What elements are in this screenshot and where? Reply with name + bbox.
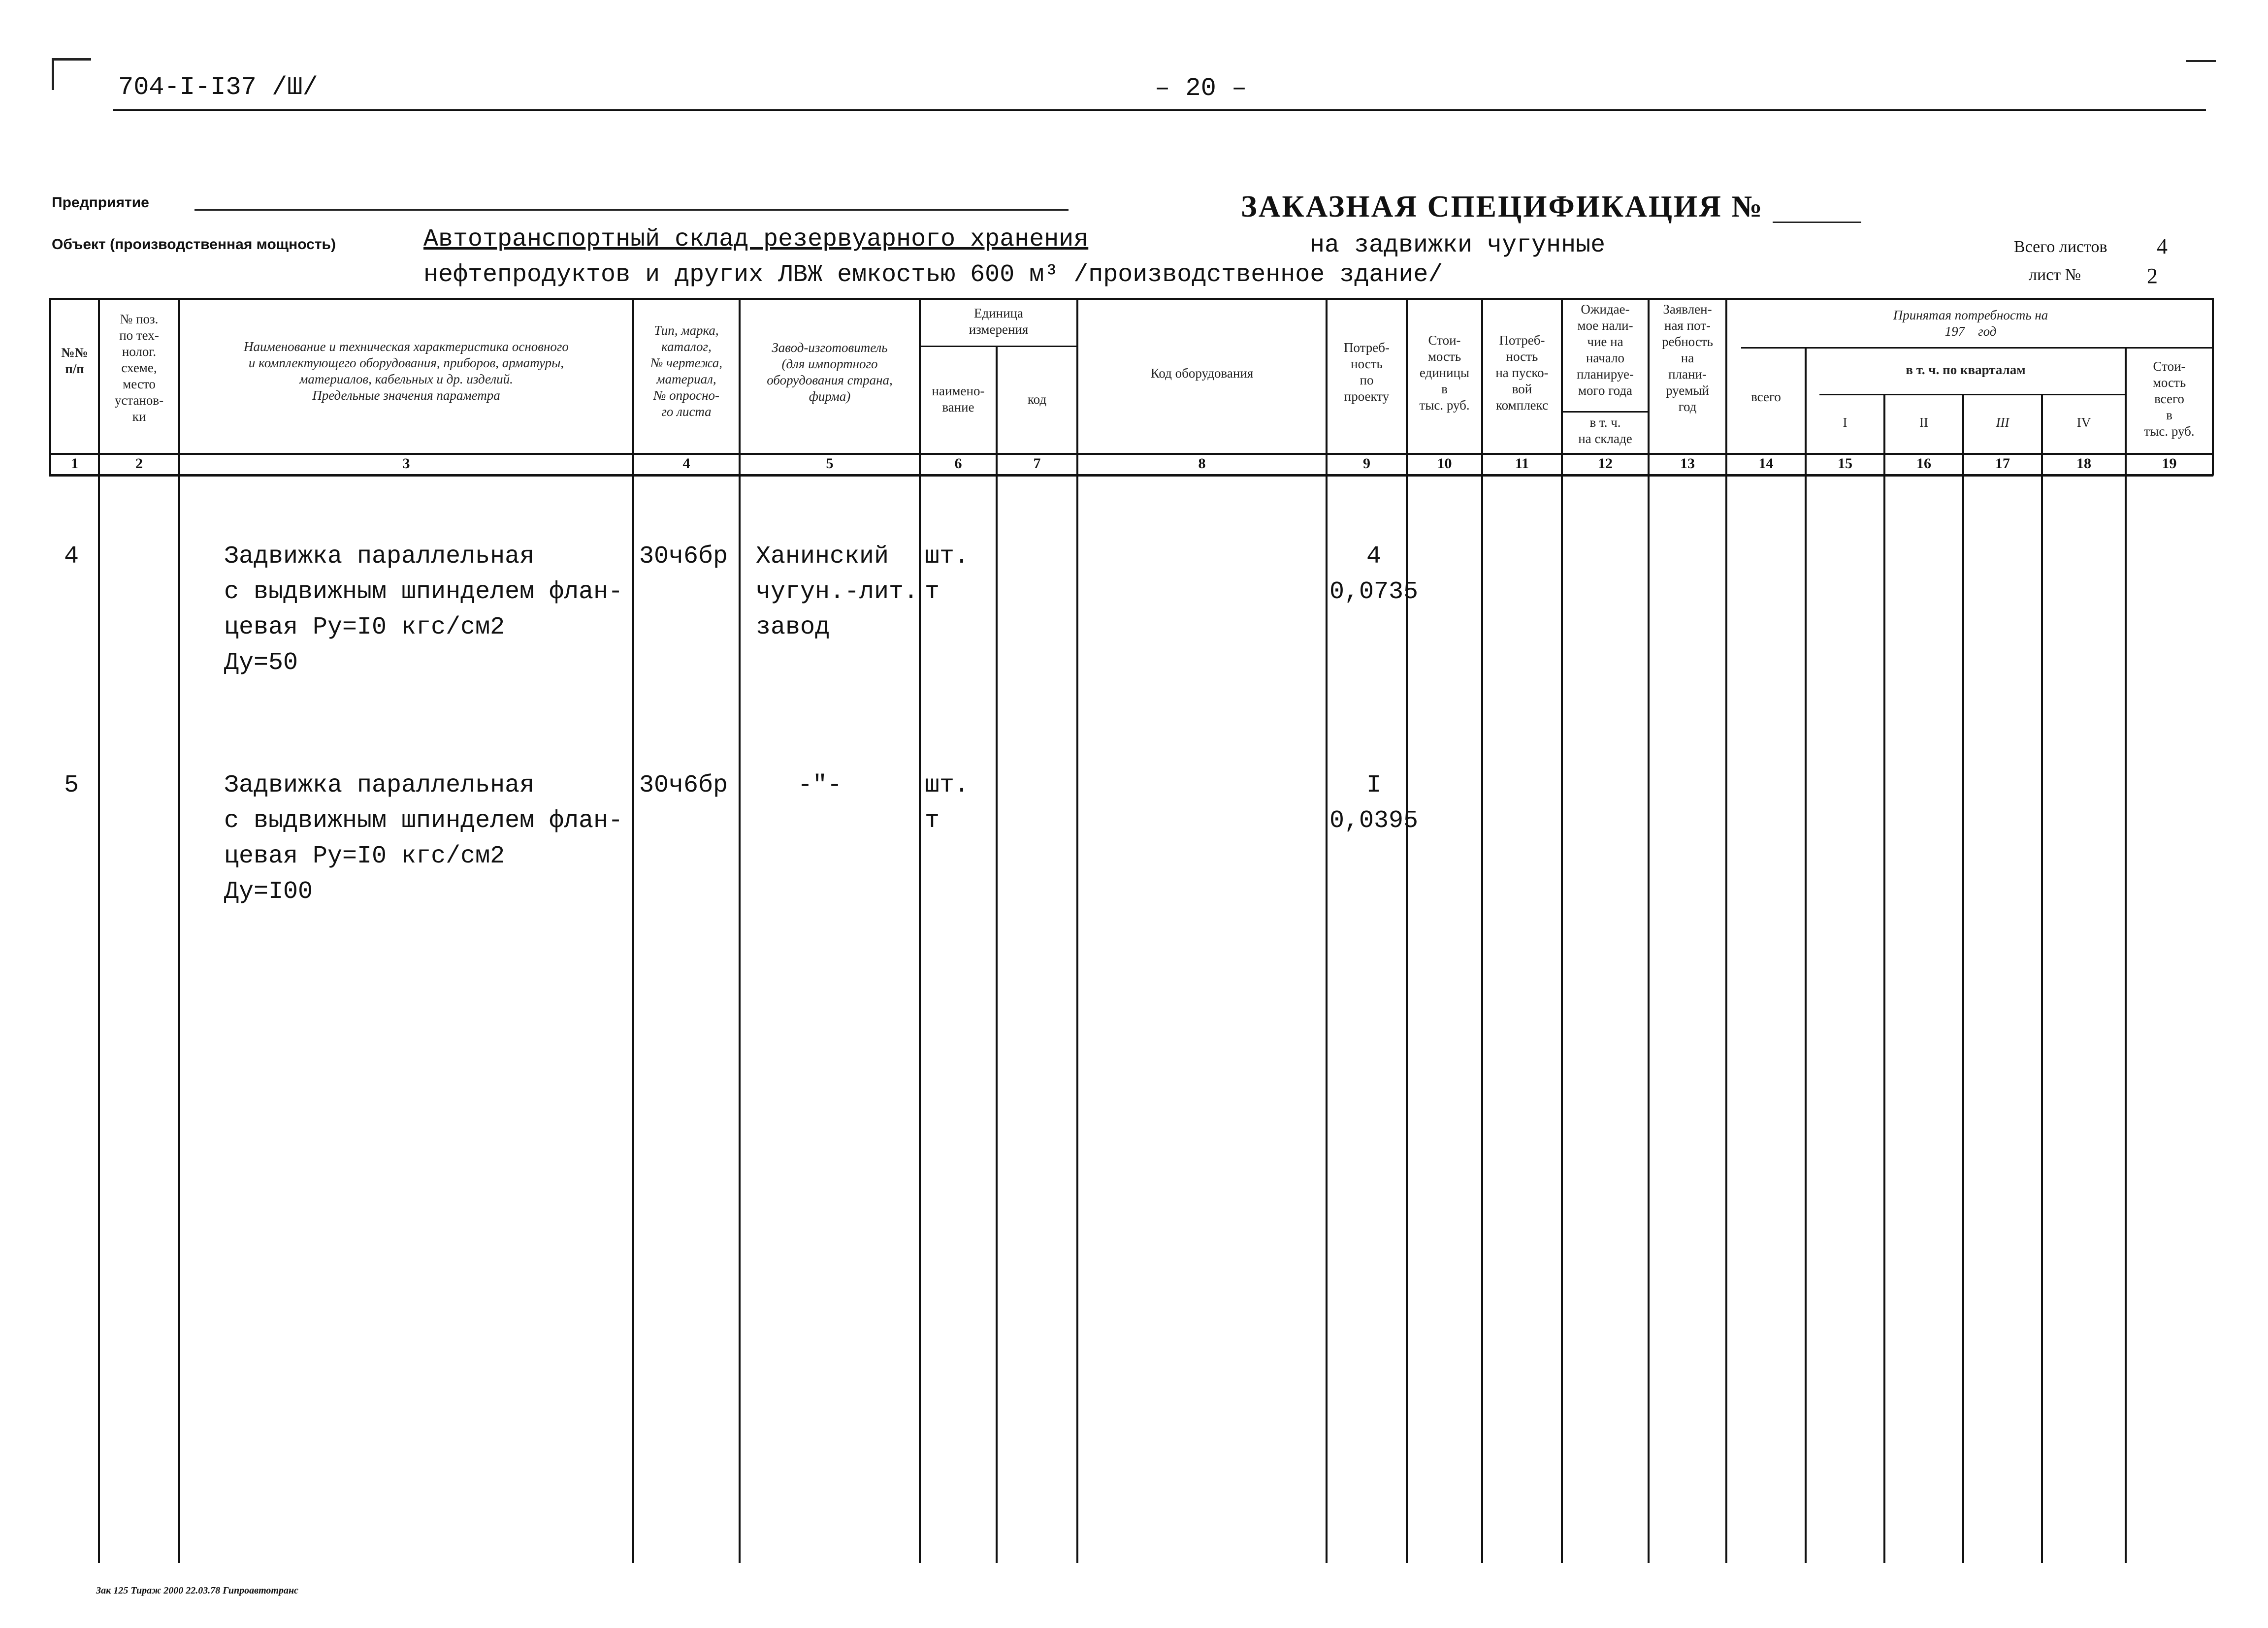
quarters-sub-rule [1819, 394, 2125, 395]
item-name: Задвижка параллельная с выдвижным шпинделем флан- цевая Ру=I0 кгс/см2 Ду=50 [224, 543, 623, 677]
header-units: Единица измерения [969, 306, 1029, 337]
colnum-9: 9 [1363, 455, 1370, 472]
header-equipment-code: Код оборудования [1150, 366, 1254, 381]
header-unit-cost: Стои- мость единицы в тыс. руб. [1419, 333, 1470, 413]
item-manufacturer: -"- [798, 771, 842, 799]
object-line-1: Автотранспортный склад резервуарного хранения [423, 225, 1089, 254]
print-note: Зак 125 Тираж 2000 22.03.78 Гипроавтотранс [96, 1585, 298, 1596]
colnum-7: 7 [1033, 455, 1041, 472]
col-line-5 [919, 298, 921, 1563]
colnum-4: 4 [682, 455, 690, 472]
header-rule [113, 109, 2206, 111]
spec-subtitle: на задвижки чугунные [1310, 231, 1606, 259]
table-numbers-bottom-rule [49, 474, 2213, 477]
col-line-9 [1406, 298, 1408, 1563]
spec-number-line [1773, 222, 1861, 223]
col-line-8 [1326, 298, 1328, 1563]
page-number: – 20 – [1155, 74, 1247, 103]
header-q3: III [1996, 415, 2009, 430]
colnum-15: 15 [1838, 455, 1852, 472]
item-project-need: I 0,0395 [1329, 771, 1419, 835]
item-manufacturer: Ханинский чугун.-лит. завод [756, 543, 919, 641]
col-line-15 [1883, 394, 1885, 1563]
sheet-label: лист № [2029, 266, 2081, 284]
item-type: 30ч6бр [639, 543, 728, 571]
header-q2: II [1919, 415, 1928, 430]
colnum-3: 3 [402, 455, 410, 472]
accepted-sub-rule [1741, 347, 2214, 349]
header-expected-stock: Ожидае- мое нали- чие на начало планируе- мого года [1576, 302, 1634, 398]
header-type: Тип, марка, каталог, № чертежа, материал, № опросно- го листа [650, 323, 723, 419]
header-total: всего [1751, 389, 1781, 404]
col-line-16 [1962, 394, 1964, 1563]
item-name: Задвижка параллельная с выдвижным шпинделем флан- цевая Ру=I0 кгс/см2 Ду=I00 [224, 771, 623, 906]
col-line-3 [632, 298, 634, 1563]
colnum-8: 8 [1198, 455, 1206, 472]
colnum-1: 1 [71, 455, 78, 472]
stock-sub-rule [1561, 411, 1648, 413]
colnum-16: 16 [1916, 455, 1931, 472]
header-q4: IV [2076, 415, 2091, 430]
corner-mark-left [52, 58, 91, 90]
header-unit-code: код [1027, 392, 1047, 407]
header-name: Наименование и техническая характеристика основного и комплектующего оборудования, приборов, арматуры, материалов, кабельных и др. изделий. Предельные значения параметра [244, 339, 569, 403]
col-line-2 [178, 298, 180, 1563]
header-unit-name: наимено- вание [932, 383, 985, 415]
col-line-14 [1805, 347, 1807, 1563]
colnum-17: 17 [1995, 455, 2010, 472]
sheets-total-label: Всего листов [2014, 238, 2107, 256]
col-line-4 [739, 298, 741, 1563]
sheets-total-value: 4 [2157, 234, 2168, 258]
item-type: 30ч6бр [639, 771, 728, 799]
item-unit: шт. т [925, 543, 970, 606]
enterprise-line [194, 209, 1069, 211]
col-line-13 [1725, 298, 1727, 1563]
colnum-12: 12 [1598, 455, 1613, 472]
header-startup-need: Потреб- ность на пуско- вой комплекс [1495, 333, 1549, 413]
header-total-cost: Стои- мость всего в тыс. руб. [2144, 359, 2195, 439]
col-line-7 [1076, 298, 1078, 1563]
header-position: № поз. по тех- нолог. схеме, место установ- ки [114, 312, 164, 424]
enterprise-label: Предприятие [52, 194, 149, 211]
document-code: 704-I-I37 /Ш/ [118, 73, 318, 102]
corner-mark-right [2186, 60, 2216, 62]
header-project-need: Потреб- ность по проекту [1344, 340, 1390, 404]
colnum-18: 18 [2076, 455, 2091, 472]
col-line-6 [996, 346, 998, 1563]
header-accepted-need: Принятая потребность на 197 год [1893, 308, 2048, 339]
colnum-11: 11 [1515, 455, 1529, 472]
header-q1: I [1843, 415, 1847, 430]
col-line-0 [49, 298, 51, 476]
header-manufacturer: Завод-изготовитель (для импортного оборудования страна, фирма) [767, 340, 893, 404]
col-line-1 [98, 298, 100, 1563]
header-row-number: №№ п/п [61, 345, 88, 376]
col-line-12 [1648, 298, 1650, 1563]
colnum-13: 13 [1680, 455, 1695, 472]
header-declared-need: Заявлен- ная пот- ребность на плани- руемый год [1662, 302, 1713, 414]
header-quarters: в т. ч. по кварталам [1906, 362, 2026, 377]
table-numbers-top-rule [49, 453, 2213, 455]
col-line-11 [1561, 298, 1563, 1563]
colnum-10: 10 [1437, 455, 1452, 472]
colnum-19: 19 [2162, 455, 2177, 472]
table-top-rule [49, 298, 2213, 300]
object-line-2: нефтепродуктов и других ЛВЖ емкостью 600 м³ /производственное здание/ [423, 261, 1443, 289]
row-number: 4 [64, 543, 79, 571]
item-project-need: 4 0,0735 [1329, 543, 1419, 606]
units-sub-rule [919, 346, 1077, 347]
colnum-14: 14 [1758, 455, 1774, 472]
col-line-17 [2041, 394, 2043, 1563]
col-line-10 [1481, 298, 1483, 1563]
sheet-value: 2 [2147, 264, 2158, 288]
row-number: 5 [64, 771, 79, 799]
header-in-warehouse: в т. ч. на складе [1578, 415, 1632, 446]
item-unit: шт. т [925, 771, 970, 835]
colnum-5: 5 [826, 455, 834, 472]
spec-title: ЗАКАЗНАЯ СПЕЦИФИКАЦИЯ № [1241, 190, 1764, 223]
col-line-18 [2125, 347, 2127, 1563]
colnum-6: 6 [954, 455, 962, 472]
colnum-2: 2 [135, 455, 143, 472]
object-label: Объект (производственная мощность) [52, 236, 336, 253]
